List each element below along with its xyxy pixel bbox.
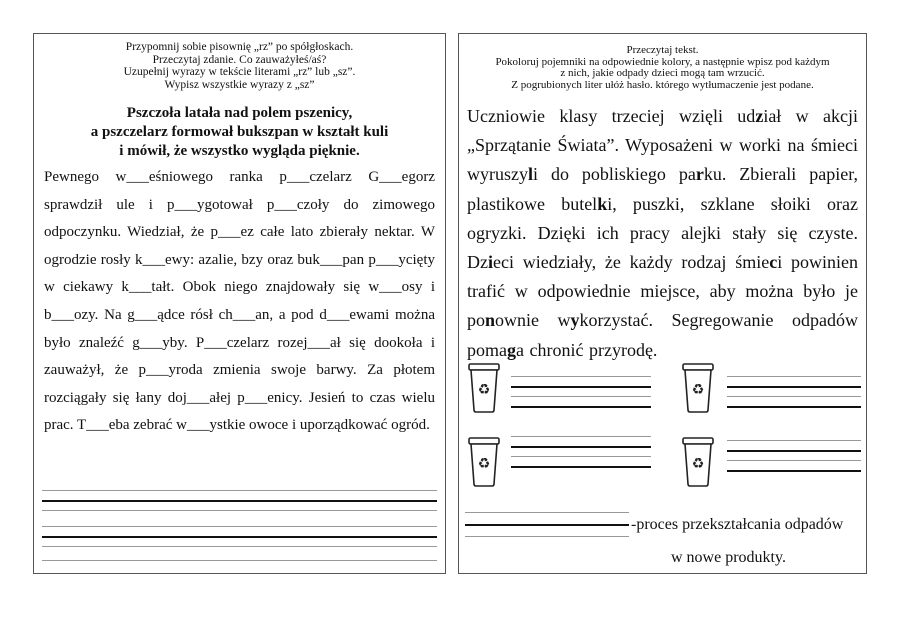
instruction-line: Przeczytaj tekst. (626, 44, 699, 56)
recycle-symbol-icon: ♻ (477, 456, 491, 472)
reading-text (467, 102, 858, 365)
bold-letter: y (570, 310, 580, 331)
bold-letter: c (769, 252, 778, 273)
recycle-symbol-icon: ♻ (691, 456, 705, 472)
writing-line (42, 536, 437, 538)
writing-line (727, 450, 861, 452)
bold-letter: i (488, 252, 494, 273)
password-writing-line (465, 536, 629, 537)
example-sentence (34, 104, 445, 161)
writing-line (511, 466, 651, 468)
bold-letter: z (755, 106, 764, 126)
recycling-bin-icon[interactable] (467, 436, 501, 488)
password-writing-line (465, 524, 629, 526)
writing-line (727, 386, 861, 388)
instruction-line: Uzupełnij wyrazy w tekście literami „rz” lub „sz”. (123, 66, 356, 78)
password-writing-line (465, 512, 629, 513)
writing-line (511, 446, 651, 448)
bold-letter: r (695, 164, 704, 185)
password-definition-line-2: w nowe produkty. (671, 549, 786, 566)
writing-line (511, 376, 651, 377)
instruction-line: Przypomnij sobie pisownię „rz” po spółgłoskach. (125, 41, 354, 53)
reading-paragraph: Uczniowie klasy trzeciej wzięli udział w akcji „Sprzątanie Świata”. Wyposażeni w worki na śmieci wyruszyli do pobliskiego parku. Zbierali papier, plastikowe butelki, puszki, szklane słoiki oraz ogryzki. Dzięki ich pracy alejki stały się czyste. Dzieci wiedziały, że każdy rodzaj śmieci powinien trafić w odpowiednie miejsce, aby można było je ponownie wykorzystać. Segregowanie odpadów pomaga chronić przyrodę. (467, 106, 858, 360)
password-definition-line-1: -proces przekształcania odpadów (631, 516, 844, 533)
example-sentence-line: Pszczoła latała nad polem pszenicy, (126, 105, 353, 121)
writing-line (727, 440, 861, 441)
fill-in-text (44, 164, 435, 440)
recycle-symbol-icon: ♻ (691, 382, 705, 398)
bold-letter: k (597, 193, 608, 214)
example-sentence-line: a pszczelarz formował bukszpan w kształt kuli (90, 124, 389, 140)
left-instructions (34, 41, 445, 91)
writing-line (511, 386, 651, 388)
writing-line (42, 510, 437, 511)
example-sentence-line: i mówił, że wszystko wygląda pięknie. (119, 143, 360, 159)
instruction-line: z nich, jakie odpady dzieci mogą tam wrzucić. (560, 67, 765, 79)
recycling-bin-icon[interactable] (467, 362, 501, 414)
fill-in-paragraph: Pewnego w___eśniowego ranka p___czelarz G___egorz sprawdził ule i p___ygotował p___czoły do zimowego odpoczynku. Wiedział, że p___ez całe lato zbierały nektar. W ogrodzie rosły k___ewy: azalie, bzy oraz buk___pan p___ycięty w ciekawy k___tałt. Obok niego znajdowały się w___osy i b___ozy. Na g___ądce rósł ch___an, a pod d___ewami można było znaleźć g___yby. P___czelarz rozej___ał się dookoła i zauważył, że p___yroda zmienia swoje barwy. Za płotem rozciągały się łany doj___ałej p___enicy. Jesień to czas wielu prac. T___eba zebrać w___ystkie owoce i uporządkować ogród. (44, 169, 435, 434)
writing-line (727, 470, 861, 472)
writing-line (42, 526, 437, 527)
writing-line (42, 490, 437, 491)
bold-letter: l (528, 164, 534, 185)
writing-line (42, 500, 437, 502)
right-worksheet-panel (458, 33, 867, 574)
writing-line (511, 406, 651, 408)
bold-letter: n (485, 310, 496, 331)
writing-line (42, 546, 437, 547)
writing-line (727, 406, 861, 408)
writing-line (727, 460, 861, 461)
writing-line (511, 396, 651, 397)
right-instructions (459, 45, 866, 91)
recycle-symbol-icon: ♻ (477, 382, 491, 398)
writing-line (511, 456, 651, 457)
instruction-line: Pokoloruj pojemniki na odpowiednie kolory, a następnie wpisz pod każdym (495, 55, 830, 68)
instruction-line: Wypisz wszystkie wyrazy z „sz” (164, 78, 315, 91)
instruction-line: Z pogrubionych liter ułóż hasło. którego wytłumaczenie jest podane. (511, 78, 814, 91)
bold-letter: g (507, 339, 516, 360)
recycling-bin-icon[interactable] (681, 362, 715, 414)
writing-line (727, 396, 861, 397)
writing-line (511, 436, 651, 437)
recycling-bin-icon[interactable] (681, 436, 715, 488)
left-worksheet-panel (33, 33, 446, 574)
writing-line (42, 560, 437, 561)
writing-line (727, 376, 861, 377)
instruction-line: Przeczytaj zdanie. Co zauważyłeś/aś? (152, 53, 327, 66)
